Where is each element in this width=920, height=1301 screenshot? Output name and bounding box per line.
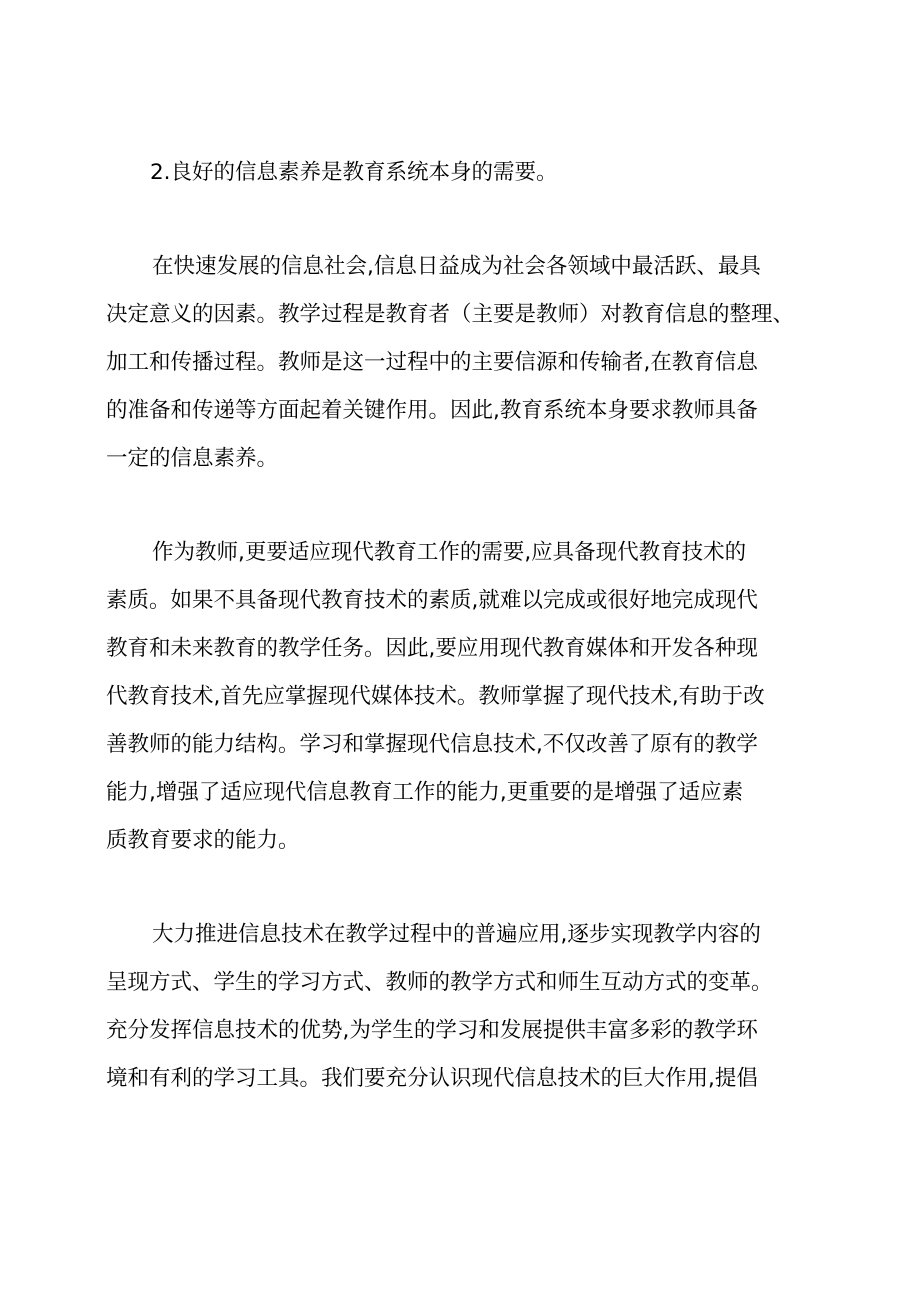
paragraph-2-line-4: 代教育技术,首先应掌握现代媒体技术。教师掌握了现代技术,有助于改: [106, 684, 765, 709]
section-heading: 2.良好的信息素养是教育系统本身的需要。: [150, 160, 558, 185]
paragraph-1-line-4: 的准备和传递等方面起着关键作用。因此,教育系统本身要求教师具备: [106, 398, 758, 423]
paragraph-2-line-2: 素质。如果不具备现代教育技术的素质,就难以完成或很好地完成现代: [106, 588, 758, 613]
paragraph-1-line-1: 在快速发展的信息社会,信息日益成为社会各领域中最活跃、最具: [152, 254, 761, 279]
paragraph-2-line-7: 质教育要求的能力。: [106, 828, 300, 853]
paragraph-1-line-3: 加工和传播过程。教师是这一过程中的主要信源和传输者,在教育信息: [106, 350, 758, 375]
paragraph-3-line-3: 充分发挥信息技术的优势,为学生的学习和发展提供丰富多彩的教学环: [106, 1018, 758, 1043]
paragraph-2-line-3: 教育和未来教育的教学任务。因此,要应用现代教育媒体和开发各种现: [106, 636, 758, 661]
paragraph-3-line-1: 大力推进信息技术在教学过程中的普遍应用,逐步实现教学内容的: [152, 922, 761, 947]
paragraph-2-line-6: 能力,增强了适应现代信息教育工作的能力,更重要的是增强了适应素: [106, 780, 744, 805]
paragraph-1-line-2: 决定意义的因素。教学过程是教育者（主要是教师）对教育信息的整理、: [106, 302, 795, 327]
paragraph-3-line-4: 境和有利的学习工具。我们要充分认识现代信息技术的巨大作用,提倡: [106, 1066, 758, 1091]
paragraph-2-line-5: 善教师的能力结构。学习和掌握现代信息技术,不仅改善了原有的教学: [106, 732, 758, 757]
paragraph-1-line-5: 一定的信息素养。: [106, 446, 279, 471]
paragraph-2-line-1: 作为教师,更要适应现代教育工作的需要,应具备现代教育技术的: [152, 540, 747, 565]
paragraph-3-line-2: 呈现方式、学生的学习方式、教师的教学方式和师生互动方式的变革。: [106, 970, 773, 995]
